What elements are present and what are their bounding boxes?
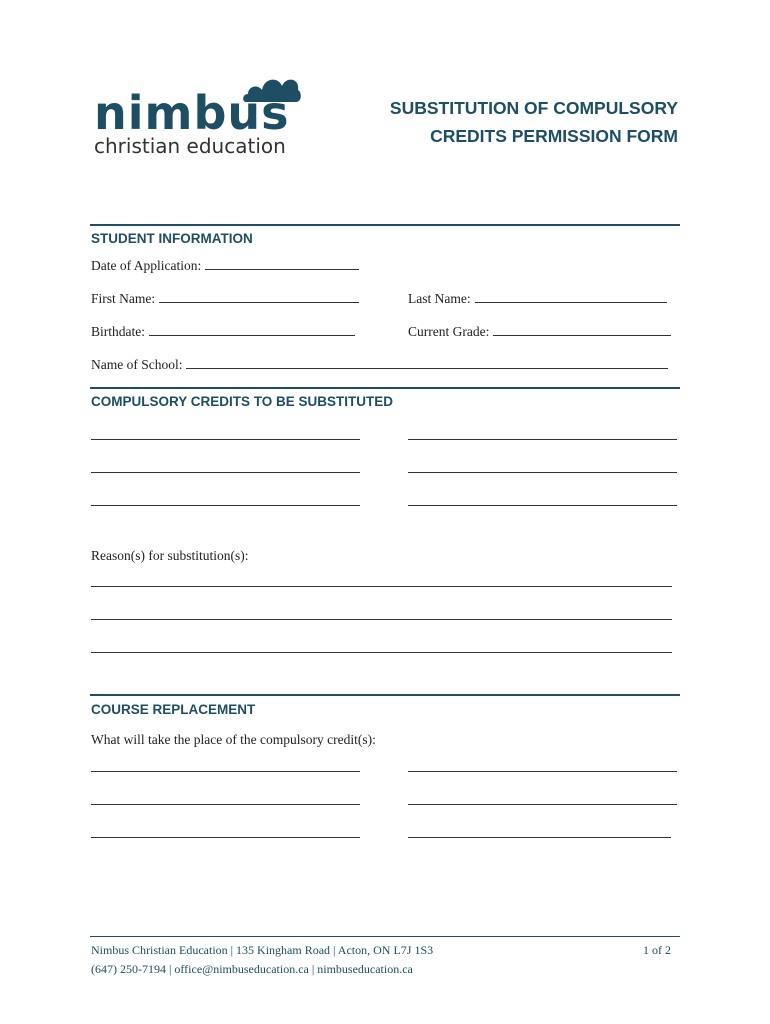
credit-input-2[interactable] bbox=[408, 439, 677, 440]
last-name-field[interactable] bbox=[408, 290, 667, 307]
student-info-heading: STUDENT INFORMATION bbox=[91, 231, 253, 246]
last-name-input[interactable] bbox=[475, 290, 667, 303]
replacement-input-3[interactable] bbox=[91, 804, 360, 805]
form-title-line2: CREDITS PERMISSION FORM bbox=[430, 126, 678, 146]
credit-input-5[interactable] bbox=[91, 505, 360, 506]
section-divider bbox=[90, 387, 680, 389]
footer-contact: (647) 250-7194 | office@nimbuseducation.ca | nimbuseducation.ca bbox=[91, 962, 413, 976]
credit-input-4[interactable] bbox=[408, 472, 677, 473]
birthdate-input[interactable] bbox=[149, 323, 355, 336]
birthdate-label: Birthdate: bbox=[91, 324, 145, 339]
current-grade-field[interactable] bbox=[408, 323, 671, 340]
first-name-field[interactable] bbox=[91, 290, 359, 307]
footer-address: Nimbus Christian Education | 135 Kingham Road | Acton, ON L7J 1S3 bbox=[91, 943, 434, 957]
credit-input-3[interactable] bbox=[91, 472, 360, 473]
section-divider bbox=[90, 694, 680, 696]
first-name-input[interactable] bbox=[159, 290, 359, 303]
replacement-input-5[interactable] bbox=[91, 837, 360, 838]
form-title-line1: SUBSTITUTION OF COMPULSORY bbox=[389, 98, 678, 118]
school-name-field[interactable] bbox=[91, 356, 668, 373]
current-grade-input[interactable] bbox=[493, 323, 671, 336]
credit-input-1[interactable] bbox=[91, 439, 360, 440]
replacement-heading: COURSE REPLACEMENT bbox=[91, 702, 256, 717]
first-name-label: First Name: bbox=[91, 291, 156, 306]
replacement-input-1[interactable] bbox=[91, 771, 360, 772]
reason-input-2[interactable] bbox=[91, 619, 672, 620]
credit-input-6[interactable] bbox=[408, 505, 677, 506]
date-of-application-field[interactable] bbox=[91, 257, 359, 274]
reason-input-1[interactable] bbox=[91, 586, 672, 587]
date-of-application-label: Date of Application: bbox=[91, 258, 202, 273]
replacement-input-2[interactable] bbox=[408, 771, 677, 772]
logo-wordmark: nimbus bbox=[94, 86, 290, 140]
school-name-label: Name of School: bbox=[91, 357, 183, 372]
section-divider bbox=[90, 224, 680, 226]
reason-input-3[interactable] bbox=[91, 652, 672, 653]
logo-subtitle: christian education bbox=[94, 134, 286, 158]
replacement-input-6[interactable] bbox=[408, 837, 671, 838]
reason-label: Reason(s) for substitution(s): bbox=[91, 548, 249, 563]
last-name-label: Last Name: bbox=[408, 291, 471, 306]
replacement-input-4[interactable] bbox=[408, 804, 677, 805]
page-number: 1 of 2 bbox=[643, 943, 671, 957]
school-name-input[interactable] bbox=[186, 356, 668, 369]
birthdate-field[interactable] bbox=[91, 323, 355, 340]
current-grade-label: Current Grade: bbox=[408, 324, 490, 339]
credits-heading: COMPULSORY CREDITS TO BE SUBSTITUTED bbox=[91, 394, 394, 409]
nimbus-logo bbox=[92, 70, 307, 162]
replacement-question: What will take the place of the compulsory credit(s): bbox=[91, 732, 376, 747]
form-title bbox=[390, 94, 678, 150]
date-of-application-input[interactable] bbox=[205, 257, 359, 270]
footer-divider bbox=[90, 936, 680, 937]
